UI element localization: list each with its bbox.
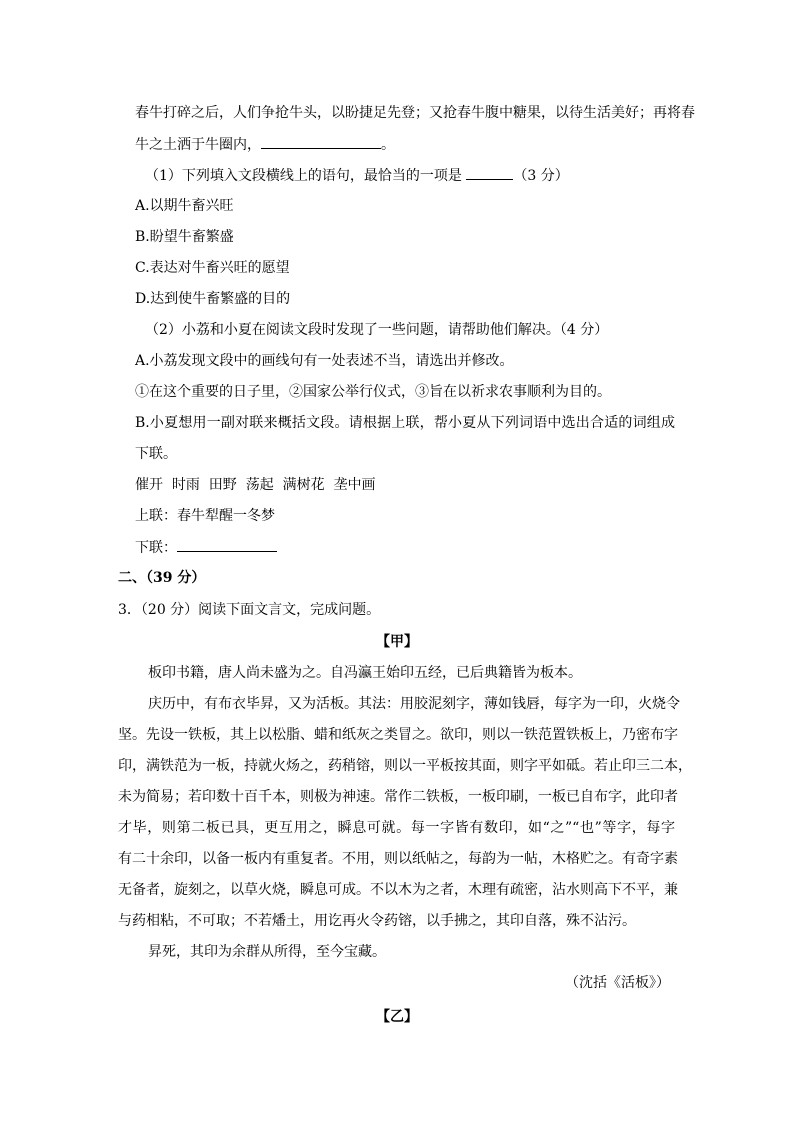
classical-para-2-line: 有二十余印，以备一板内有重复者。不用，则以纸帖之，每韵为一帖，木格贮之。有奇字素 (118, 851, 678, 867)
lower-couplet (135, 537, 277, 558)
classical-para-2-line: 未为简易；若印数十百千本，则极为神速。常作二铁板，一板印刷，一板已自布字，此印者 (118, 789, 678, 805)
classical-para-2-line: 无备者，旋刻之，以草火烧，瞬息可成。不以木为之者，木理有疏密，沾水则高下不平，兼 (118, 882, 678, 898)
classical-para-2-line: 坚。先设一铁板，其上以松脂、蜡和纸灰之类冒之。欲印，则以一铁范置铁板上，乃密布字 (118, 727, 678, 743)
classical-para-1: 板印书籍，唐人尚未盛为之。自冯瀛王始印五经，已后典籍皆为板本。 (148, 665, 582, 681)
q1-option-a: A.以期牛畜兴旺 (135, 198, 234, 214)
q2-part-a: A.小荔发现文段中的画线句有一处表述不当，请选出并修改。 (135, 353, 514, 369)
q3-prompt: 3．（20 分）阅读下面文言文，完成问题。 (118, 602, 381, 618)
passage-line-2-end: 。 (381, 137, 395, 153)
q2-part-b-line-2: 下联。 (135, 446, 177, 462)
jia-title: 【甲】 (376, 634, 418, 650)
q1-option-d: D.达到使牛畜繁盛的目的 (135, 291, 291, 307)
q1-prompt (145, 165, 569, 186)
answer-blank[interactable] (261, 134, 381, 149)
passage-line-1: 春牛打碎之后，人们争抢牛头，以盼捷足先登；又抢春牛腹中糖果，以待生活美好；再将春 (135, 105, 695, 121)
passage-line-2 (135, 134, 395, 155)
classical-para-2-line: 印，满铁范为一板，持就火炀之，药稍镕，则以一平板按其面，则字平如砥。若止印三二本， (118, 758, 692, 774)
classical-para-3: 昇死，其印为余群从所得，至今宝藏。 (148, 944, 386, 960)
passage-line-2-text: 牛之土洒于牛圈内， (135, 137, 261, 153)
q2-part-b-line-1: B.小夏想用一副对联来概括文段。请根据上联，帮小夏从下列词语中选出合适的词组成 (135, 415, 675, 431)
yi-title: 【乙】 (376, 1009, 418, 1025)
upper-couplet: 上联：春牛犁醒一冬梦 (135, 508, 275, 524)
q2-prompt: （2）小荔和小夏在阅读文段时发现了一些问题，请帮助他们解决。（4 分） (145, 322, 609, 338)
q2-part-a-sentence: ①在这个重要的日子里，②国家公举行仪式，③旨在以祈求农事顺利为目的。 (135, 384, 611, 400)
source-citation: （沈括《活板》） (565, 975, 670, 991)
classical-para-2-line: 与药相粘，不可取；不若燔土，用讫再火令药镕，以手拂之，其印自落，殊不沾污。 (118, 913, 636, 929)
classical-para-2-line: 才毕，则第二板已具，更互用之，瞬息可就。每一字皆有数印，如“之”“也”等字，每字 (118, 820, 675, 836)
q1-option-b: B.盼望牛畜繁盛 (135, 229, 234, 245)
lower-couplet-blank[interactable] (177, 537, 277, 552)
lower-couplet-label: 下联： (135, 540, 177, 556)
q1-answer-blank[interactable] (466, 165, 513, 180)
q1-score: （3 分） (513, 168, 569, 184)
q2-word-list: 催开 时雨 田野 荡起 满树花 垄中画 (135, 477, 376, 493)
classical-para-2-line: 庆历中，有布衣毕昇，又为活板。其法：用胶泥刻字，薄如钱唇，每字为一印，火烧令 (148, 696, 680, 712)
section-2-title: 二、（39 分） (118, 570, 206, 586)
q1-prompt-text: （1）下列填入文段横线上的语句，最恰当的一项是 (145, 168, 467, 184)
q1-option-c: C.表达对牛畜兴旺的愿望 (135, 260, 290, 276)
